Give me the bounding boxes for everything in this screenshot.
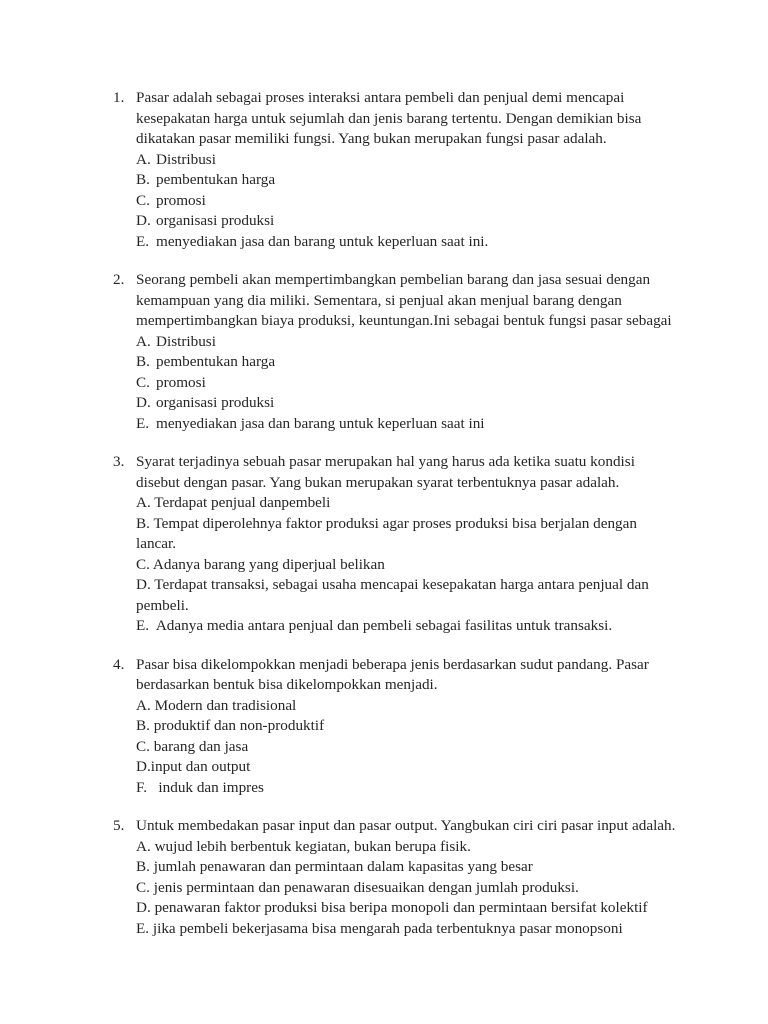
question-list	[113, 88, 679, 939]
option-text: Distribusi	[156, 150, 216, 168]
option-item[interactable]	[136, 514, 679, 555]
option-item[interactable]	[136, 414, 679, 435]
option-list	[136, 493, 679, 637]
question-stem: Untuk membedakan pasar input dan pasar output. Yangbukan ciri ciri pasar input adalah.	[136, 817, 676, 834]
option-text: Terdapat transaksi, sebagai usaha mencapai kesepakatan harga antara penjual dan pembeli.	[136, 576, 653, 614]
option-list	[136, 332, 679, 435]
question-stem: Pasar bisa dikelompokkan menjadi beberapa jenis berdasarkan sudut pandang. Pasar berdasarkan bentuk bisa dikelompokkan menjadi.	[136, 655, 649, 693]
option-letter: E.	[136, 617, 150, 634]
question-stem: Seorang pembeli akan mempertimbangkan pembelian barang dan jasa sesuai dengan kemampuan yang dia miliki. Sementara, si penjual akan menjual barang dengan mempertimbangkan biaya produksi, keuntungan.Ini sebagai bentuk fungsi pasar sebagai	[136, 271, 672, 329]
option-letter: A.	[136, 150, 151, 168]
option-item[interactable]	[136, 616, 679, 637]
option-text: jika pembeli bekerjasama bisa mengarah pada terbentuknya pasar monopsoni	[149, 919, 623, 937]
option-letter: D.	[136, 758, 151, 775]
option-letter: A.	[136, 696, 151, 714]
option-list	[136, 837, 679, 940]
option-letter: D.	[136, 394, 151, 411]
option-item[interactable]	[136, 737, 679, 758]
option-text: organisasi produksi	[156, 394, 275, 411]
option-item[interactable]	[136, 716, 679, 737]
question-body	[136, 655, 679, 799]
question-block	[113, 655, 679, 799]
option-item[interactable]	[136, 837, 679, 858]
option-letter: E.	[136, 232, 150, 250]
option-letter: C.	[136, 555, 150, 573]
option-item[interactable]	[136, 778, 679, 799]
question-number: 1.	[113, 89, 125, 106]
option-text: input dan output	[150, 758, 251, 775]
option-letter: B.	[136, 353, 150, 370]
option-item[interactable]	[136, 898, 679, 919]
option-text: menyediakan jasa dan barang untuk keperluan saat ini.	[156, 232, 489, 250]
option-letter: B.	[136, 858, 150, 875]
question-block	[113, 452, 679, 637]
option-item[interactable]	[136, 555, 679, 576]
option-item[interactable]	[136, 373, 679, 394]
question-block	[113, 88, 679, 252]
option-item[interactable]	[136, 191, 679, 212]
option-item[interactable]	[136, 757, 679, 778]
option-text: pembentukan harga	[156, 353, 276, 370]
option-item[interactable]	[136, 575, 679, 616]
option-letter: D.	[136, 576, 151, 593]
option-letter: A.	[136, 494, 151, 511]
option-item[interactable]	[136, 150, 679, 171]
option-item[interactable]	[136, 170, 679, 191]
option-letter: B.	[136, 717, 150, 734]
option-letter: C.	[136, 878, 150, 896]
option-letter: B.	[136, 171, 150, 188]
option-letter: A.	[136, 837, 151, 855]
option-item[interactable]	[136, 211, 679, 232]
question-number: 2.	[113, 271, 125, 288]
option-text: Adanya media antara penjual dan pembeli sebagai fasilitas untuk transaksi.	[149, 617, 613, 634]
option-text: Tempat diperolehnya faktor produksi agar proses produksi bisa berjalan dengan lancar.	[136, 514, 641, 552]
option-text: induk dan impres	[147, 778, 264, 796]
option-letter: C.	[136, 737, 150, 755]
option-letter: D.	[136, 212, 151, 229]
question-block	[113, 270, 679, 434]
question-block	[113, 816, 679, 939]
option-letter: B.	[136, 514, 150, 532]
option-letter: A.	[136, 332, 151, 350]
option-text: barang dan jasa	[149, 737, 249, 755]
option-text: Adanya barang yang diperjual belikan	[149, 555, 385, 573]
question-number: 3.	[113, 453, 125, 470]
option-item[interactable]	[136, 352, 679, 373]
question-stem: Pasar adalah sebagai proses interaksi antara pembeli dan penjual demi mencapai kesepakatan harga untuk sejumlah dan jenis barang tertentu. Dengan demikian bisa dikatakan pasar memiliki fungsi. Yang bukan merupakan fungsi pasar adalah.	[136, 89, 642, 147]
option-text: menyediakan jasa dan barang untuk keperluan saat ini	[156, 414, 485, 432]
option-letter: F.	[136, 778, 148, 796]
option-item[interactable]	[136, 493, 679, 514]
option-list	[136, 150, 679, 253]
option-letter: C.	[136, 191, 150, 209]
option-text: penawaran faktor produksi bisa beripa monopoli dan permintaan bersifat kolektif	[150, 899, 648, 916]
option-text: jenis permintaan dan penawaran disesuaikan dengan jumlah produksi.	[149, 878, 579, 896]
option-item[interactable]	[136, 696, 679, 717]
question-number: 5.	[113, 817, 125, 834]
question-body	[136, 88, 679, 252]
option-item[interactable]	[136, 919, 679, 940]
option-letter: E.	[136, 414, 150, 432]
option-letter: E.	[136, 919, 150, 937]
option-item[interactable]	[136, 878, 679, 899]
option-text: organisasi produksi	[156, 212, 275, 229]
option-text: Terdapat penjual danpembeli	[150, 494, 331, 511]
option-item[interactable]	[136, 232, 679, 253]
option-text: pembentukan harga	[156, 171, 276, 188]
option-text: wujud lebih berbentuk kegiatan, bukan berupa fisik.	[150, 837, 471, 855]
option-item[interactable]	[136, 857, 679, 878]
option-text: Modern dan tradisional	[150, 696, 297, 714]
question-number: 4.	[113, 655, 125, 673]
option-text: jumlah penawaran dan permintaan dalam kapasitas yang besar	[149, 858, 533, 875]
option-item[interactable]	[136, 332, 679, 353]
option-text: produktif dan non-produktif	[149, 717, 325, 734]
question-stem: Syarat terjadinya sebuah pasar merupakan hal yang harus ada ketika suatu kondisi disebut dengan pasar. Yang bukan merupakan syarat terbentuknya pasar adalah.	[136, 453, 635, 491]
question-body	[136, 270, 679, 434]
question-body	[136, 816, 679, 939]
option-text: Distribusi	[156, 332, 216, 350]
option-letter: C.	[136, 373, 150, 391]
option-letter: D.	[136, 899, 151, 916]
option-text: promosi	[156, 373, 206, 391]
question-body	[136, 452, 679, 637]
option-list	[136, 696, 679, 799]
option-text: promosi	[156, 191, 206, 209]
option-item[interactable]	[136, 393, 679, 414]
